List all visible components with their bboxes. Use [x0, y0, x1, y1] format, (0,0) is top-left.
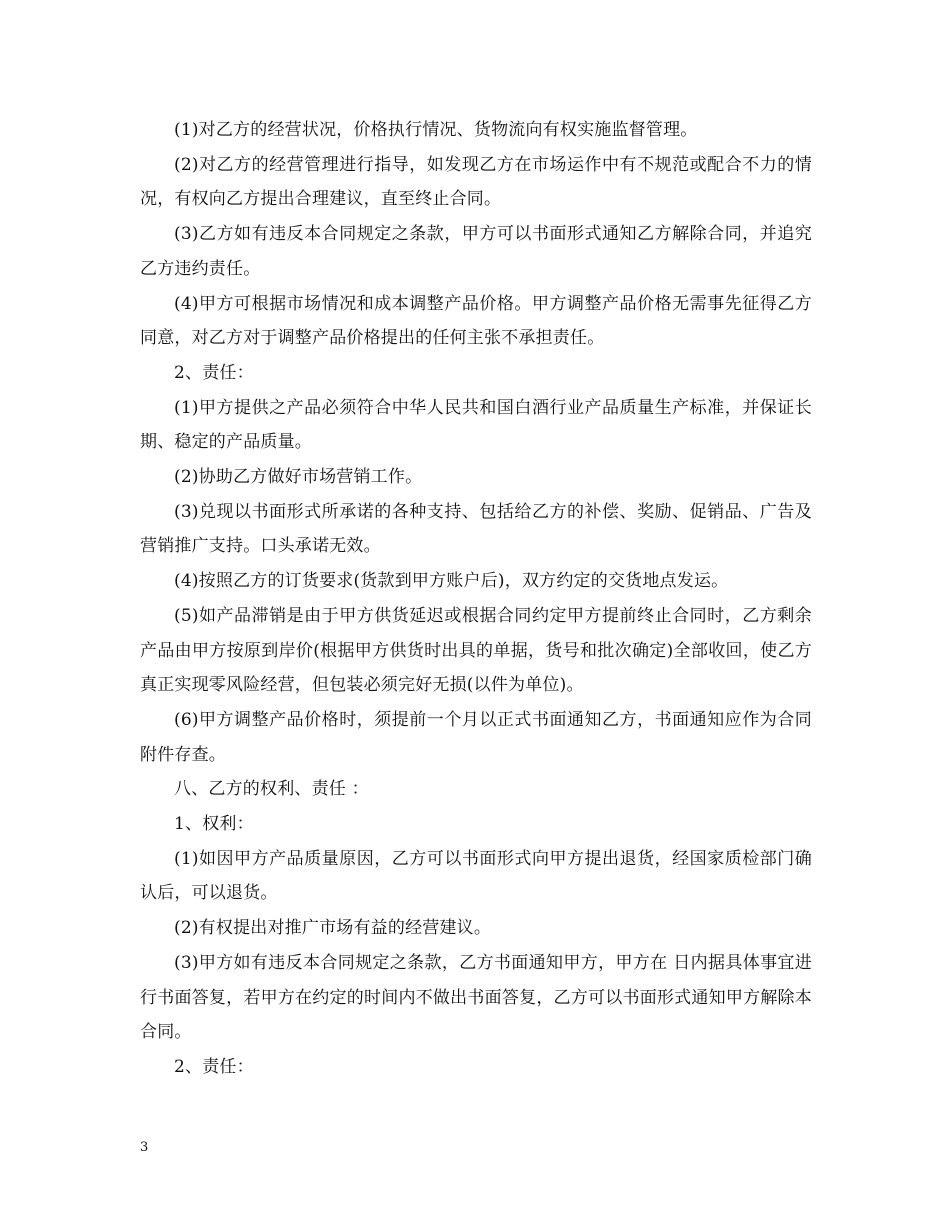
paragraph: (3)兑现以书面形式所承诺的各种支持、包括给乙方的补偿、奖励、促销品、广告及营销推广支持。口头承诺无效。: [140, 501, 812, 557]
paragraph: (2)协助乙方做好市场营销工作。: [174, 467, 423, 488]
paragraph: (6)甲方调整产品价格时，须提前一个月以正式书面通知乙方，书面通知应作为合同附件存查。: [140, 709, 812, 765]
paragraph: (4)甲方可根据市场情况和成本调整产品价格。甲方调整产品价格无需事先征得乙方同意，对乙方对于调整产品价格提出的任何主张不承担责任。: [140, 293, 812, 349]
paragraph: (2)有权提出对推广市场有益的经营建议。: [174, 918, 492, 939]
page-number: 3: [140, 1140, 149, 1155]
section-heading: 1、权利：: [174, 814, 254, 835]
paragraph: (1)如因甲方产品质量原因，乙方可以书面形式向甲方提出退货，经国家质检部门确认后，可以退货。: [140, 848, 812, 904]
section-heading: 2、责任：: [174, 362, 254, 383]
paragraph: (3)乙方如有违反本合同规定之条款，甲方可以书面形式通知乙方解除合同，并追究乙方违约责任。: [140, 224, 812, 279]
paragraph: (5)如产品滞销是由于甲方供货延迟或根据合同约定甲方提前终止合同时，乙方剩余产品由甲方按原到岸价(根据甲方供货时出具的单据，货号和批次确定)全部收回，使乙方真正实现零风险经营，但包装必须完好无损(以件为单位)。: [140, 605, 812, 696]
paragraph: (1)对乙方的经营状况，价格执行情况、货物流向有权实施监督管理。: [174, 120, 698, 140]
document-body: [140, 113, 812, 1085]
paragraph: (4)按照乙方的订货要求(货款到甲方账户后)，双方约定的交货地点发运。: [174, 571, 729, 592]
section-heading: 2、责任：: [174, 1056, 254, 1077]
paragraph: (1)甲方提供之产品必须符合中华人民共和国白酒行业产品质量生产标准，并保证长期、稳定的产品质量。: [140, 397, 812, 453]
paragraph: (2)对乙方的经营管理进行指导，如发现乙方在市场运作中有不规范或配合不力的情况，有权向乙方提出合理建议，直至终止合同。: [140, 154, 812, 210]
section-heading: 八、乙方的权利、责任 ：: [174, 779, 369, 800]
paragraph: (3)甲方如有违反本合同规定之条款，乙方书面通知甲方，甲方在 日内据具体事宜进行书面答复，若甲方在约定的时间内不做出书面答复，乙方可以书面形式通知甲方解除本合同。: [140, 952, 812, 1043]
